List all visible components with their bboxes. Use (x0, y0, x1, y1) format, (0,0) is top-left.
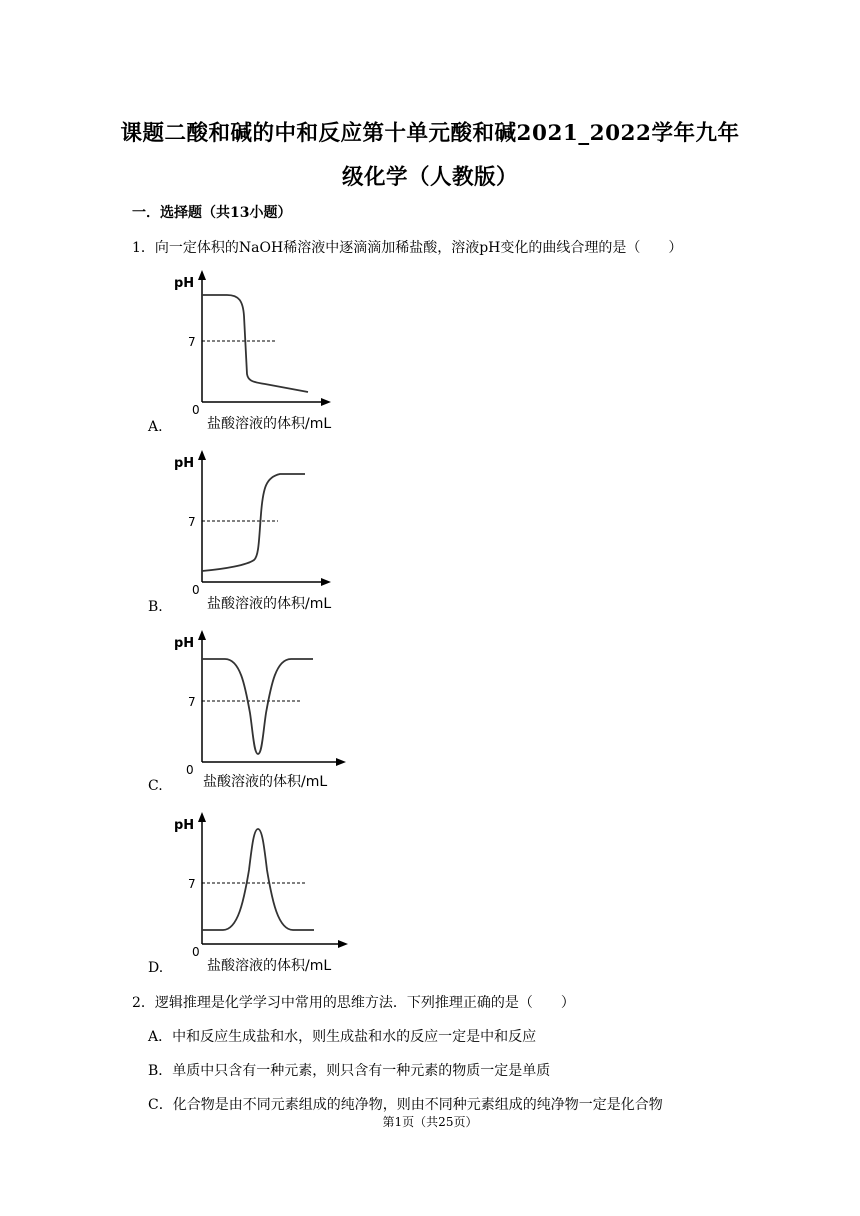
tick-7: 7 (188, 877, 196, 891)
origin-label: 0 (186, 763, 194, 777)
y-label: pH (174, 456, 195, 471)
y-axis-arrow (198, 812, 206, 822)
option-d-label[interactable]: D. (148, 960, 164, 976)
x-label: 盐酸溶液的体积/mL (203, 774, 328, 790)
page-footer: 第1页（共25页） (382, 1115, 478, 1129)
graph-c (165, 628, 375, 793)
y-axis-arrow (198, 450, 206, 460)
origin-label: 0 (192, 945, 200, 959)
y-axis-arrow (198, 630, 206, 640)
question-1-stem: 1．向一定体积的NaOH稀溶液中逐滴滴加稀盐酸，溶液pH变化的曲线合理的是（ ） (132, 240, 683, 256)
graph-d (165, 810, 375, 975)
x-axis-arrow (321, 578, 331, 586)
y-axis-arrow (198, 270, 206, 280)
y-label: pH (174, 276, 195, 291)
option-b-label[interactable]: B. (148, 599, 163, 615)
x-label: 盐酸溶液的体积/mL (207, 416, 332, 432)
x-axis-arrow (321, 398, 331, 406)
q2-option-b[interactable]: B．单质中只含有一种元素，则只含有一种元素的物质一定是单质 (148, 1063, 551, 1079)
option-c-label[interactable]: C. (148, 778, 163, 794)
tick-7: 7 (188, 695, 196, 709)
ph-curve (202, 474, 305, 571)
tick-7: 7 (188, 335, 196, 349)
origin-label: 0 (192, 583, 200, 597)
x-label: 盐酸溶液的体积/mL (207, 958, 332, 974)
graph-a (165, 268, 375, 433)
tick-7: 7 (188, 515, 196, 529)
x-axis-arrow (336, 758, 346, 766)
section-heading: 一．选择题（共13小题） (132, 205, 292, 221)
x-label: 盐酸溶液的体积/mL (207, 596, 332, 612)
question-2-stem: 2．逻辑推理是化学学习中常用的思维方法．下列推理正确的是（ ） (132, 995, 575, 1011)
doc-title-line1: 课题二酸和碱的中和反应第十单元酸和碱2021_2022学年九年 (120, 121, 740, 146)
ph-curve (202, 295, 308, 392)
doc-title-line2: 级化学（人教版） (341, 165, 518, 190)
q2-option-c[interactable]: C．化合物是由不同元素组成的纯净物，则由不同种元素组成的纯净物一定是化合物 (148, 1097, 663, 1113)
origin-label: 0 (192, 403, 200, 417)
x-axis-arrow (338, 940, 348, 948)
q2-option-a[interactable]: A．中和反应生成盐和水，则生成盐和水的反应一定是中和反应 (148, 1029, 537, 1045)
y-label: pH (174, 818, 195, 833)
ph-curve (202, 829, 314, 930)
ph-curve (202, 659, 313, 754)
graph-b (165, 448, 375, 613)
option-a-label[interactable]: A. (148, 419, 163, 435)
y-label: pH (174, 636, 195, 651)
